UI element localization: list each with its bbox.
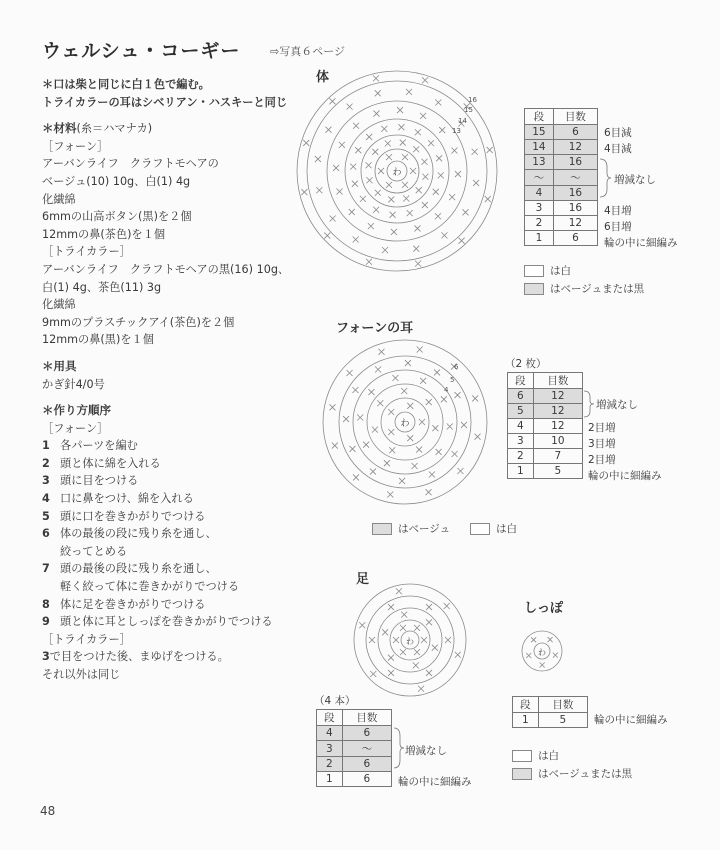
legend-item: は白	[470, 521, 517, 536]
body-diagram-title: 体	[316, 70, 330, 85]
legend-item: は白	[524, 263, 571, 278]
table-header: 目数	[533, 373, 582, 389]
tri-step: 3で目をつけた後、まゆげをつける。	[42, 650, 229, 664]
step: 5 頭に口を巻きかがりでつける	[42, 509, 206, 523]
round-label: 14	[458, 117, 467, 125]
tools-heading: ＊用具	[42, 358, 77, 373]
step: 9 頭と体に耳としっぽを巻きかがりでつける	[42, 615, 273, 629]
materials-line: ベージュ(10) 10g、白(1) 4g	[42, 174, 191, 188]
round-label: 13	[452, 127, 461, 135]
foot-stitch-table: 段 目数 4 6 3 ～ 2 6 1 6	[316, 709, 392, 787]
intro-line-1: ＊口は柴と同じに白１色で編む。	[42, 78, 210, 91]
intro-line-2: トライカラーの耳はシベリアン・ハスキーと同じ	[42, 95, 288, 109]
step-cont: 絞ってとめる	[60, 544, 128, 558]
tail-note: 輪の中に細編み	[594, 714, 668, 726]
ear-note: 2目増	[588, 454, 616, 466]
foot-count: （4 本）	[314, 695, 356, 707]
photo-reference: ⇨写真６ページ	[270, 45, 345, 58]
tools-line: かぎ針4/0号	[42, 377, 105, 391]
body-diagram	[292, 66, 502, 276]
materials-line: ［フォーン］	[42, 139, 109, 153]
materials-line: 12mmの鼻(黒)を１個	[42, 333, 154, 347]
brace	[582, 389, 596, 419]
materials-line: 化繊綿	[42, 192, 76, 206]
legend-item: はベージュ	[372, 521, 450, 536]
body-note: 6目減	[604, 127, 632, 139]
round-label: 16	[468, 96, 477, 104]
foot-note: 増減なし	[405, 745, 447, 757]
tail-diagram-title: しっぽ	[524, 601, 564, 616]
ear-note: 3目増	[588, 438, 616, 450]
legend-item: は白	[512, 748, 559, 763]
ear-note: 輪の中に細編み	[588, 470, 662, 482]
page-number: 48	[40, 804, 56, 818]
round-label: 5	[450, 376, 455, 384]
ear-note: 増減なし	[596, 399, 638, 411]
body-note: 増減なし	[614, 174, 656, 186]
materials-line: ［トライカラー］	[42, 245, 131, 259]
foot-diagram-title: 足	[356, 572, 370, 587]
ear-count: （2 枚）	[505, 358, 547, 370]
materials-line: 12mmの鼻(茶色)を１個	[42, 227, 166, 241]
tail-diagram	[519, 628, 565, 674]
foot-note: 輪の中に細編み	[398, 776, 472, 788]
table-header: 段	[508, 373, 534, 389]
table-header: 目数	[342, 710, 391, 726]
procedure-fawn-label: ［フォーン］	[42, 421, 109, 435]
body-note: 輪の中に細編み	[604, 237, 678, 249]
table-header: 段	[317, 710, 343, 726]
materials-line: 9mmのプラスチックアイ(茶色)を２個	[42, 315, 235, 329]
round-label: 4	[444, 386, 449, 394]
tri-step-cont: それ以外は同じ	[42, 668, 121, 681]
step-cont: 軽く絞って体に巻きかがりでつける	[60, 580, 240, 594]
brace	[598, 157, 612, 199]
step: 6 体の最後の段に残り糸を通し、	[42, 527, 217, 541]
page-title: ウェルシュ・コーギー	[42, 40, 241, 62]
legend-item: はベージュまたは黒	[524, 281, 644, 296]
step: 3 頭に目をつける	[42, 474, 139, 488]
brace	[392, 726, 406, 770]
body-note: 4目減	[604, 143, 632, 155]
body-stitch-table: 段 目数 15 6 14 12 13 16 ～ ～ 4 16 3 16 2 12 1 6	[524, 108, 598, 246]
ear-note: 2目増	[588, 422, 616, 434]
ear-stitch-table: 段 目数 6 12 5 12 4 12 3 10 2 7 1 5	[507, 372, 583, 479]
body-note: 6目増	[604, 221, 632, 233]
step: 4 口に鼻をつけ、綿を入れる	[42, 492, 194, 506]
ear-diagram	[320, 338, 490, 508]
materials-line: 化繊綿	[42, 298, 76, 312]
round-label: 15	[464, 106, 473, 114]
materials-line: アーバンライフ クラフトモヘアの黒(16) 10g、	[42, 262, 290, 276]
table-header: 段	[513, 697, 539, 713]
center-mark: わ	[392, 168, 402, 178]
center-mark: わ	[400, 419, 410, 429]
tail-stitch-table: 段 目数 1 5	[512, 696, 588, 728]
center-mark: わ	[538, 648, 546, 657]
legend-item: はベージュまたは黒	[512, 766, 632, 781]
table-header: 段	[525, 109, 554, 125]
round-label: 6	[454, 363, 459, 371]
step: 1 各パーツを編む	[42, 439, 138, 453]
materials-heading: ＊材料(糸＝ハマナカ)	[42, 121, 153, 136]
step: 7 頭の最後の段に残り糸を通し、	[42, 562, 217, 576]
ear-diagram-title: フォーンの耳	[336, 321, 414, 336]
procedure-heading: ＊作り方順序	[42, 403, 111, 418]
step: 8 体に足を巻きかがりでつける	[42, 597, 206, 611]
materials-line: 白(1) 4g、茶色(11) 3g	[42, 280, 162, 294]
body-note: 4目増	[604, 205, 632, 217]
materials-line: 6mmの山高ボタン(黒)を２個	[42, 210, 192, 224]
table-header: 目数	[553, 109, 597, 125]
materials-line: アーバンライフ クラフトモヘアの	[42, 157, 219, 171]
table-header: 目数	[538, 697, 587, 713]
foot-diagram	[350, 582, 470, 702]
procedure-tri-label: ［トライカラー］	[42, 632, 131, 646]
center-mark: わ	[406, 637, 414, 646]
step: 2 頭と体に綿を入れる	[42, 456, 161, 470]
